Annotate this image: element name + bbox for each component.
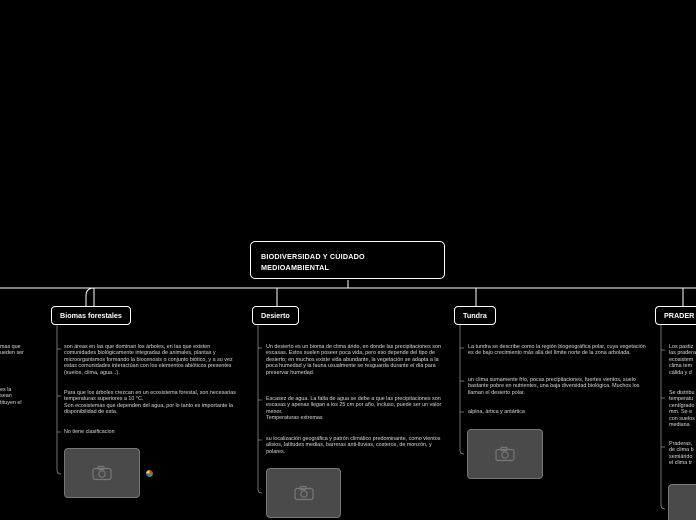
camera-icon [92,466,112,481]
pradera-text-3: Praderas, de clima b semiárido el clima tr [669,441,694,467]
desierto-text-1: Un desierto es un bioma de clima árido, en donde las precipitaciones son escasas. Estos suelen poseer poca vida, pero eso depende del tipo de desierto; en muchos existe vida abundante, la vegetación se adapta a la poca humedad y la fauna usualmente se resguarda durante el día para preservar humedad. [266,344,441,376]
pradera-image-placeholder[interactable] [668,484,696,520]
node-label: Tundra [463,311,487,320]
node-label: Desierto [261,311,290,320]
tundra-text-3: alpina, ártica y antártica [468,409,525,415]
root-title-line2: MEDIOAMBIENTAL [261,263,330,272]
root-topic[interactable] [250,241,445,279]
node-label: PRADER [664,311,695,320]
left-partial-text-1: mas que ueden ser [0,344,24,357]
node-label: Biomas forestales [60,311,122,320]
desierto-text-3: su localización geográfica y patrón climático predominante, como vientos alisios, latitudes medias, barreras anti-lluvias, costeros, de monzón, y polares. [266,436,441,455]
tundra-text-2: un clima sumamente frío, pocas precipitaciones, fuertes vientos, suelo bastante pobre en nutrientes, una baja diversidad biológica. Muchos los llaman el desierto polar. [468,377,640,396]
forestales-text-2: Para que los árboles crezcan en un ecosistema forestal, son necesarias temperaturas superiores a 10 °C. Son ecosistemas que dependen del agua, por lo tanto es importante la disponibilidad de esta. [64,390,236,416]
node-desierto[interactable] [252,306,299,325]
left-partial-text-2: es la sean tituyen el [0,387,22,406]
pradera-text-2: Se distribu temperatu centígrado mm. Se e con suelos mediana [669,390,695,429]
tundra-text-1: La tundra se describe como la región biogeográfica polar, cuya vegetación es de bajo crecimiento más allá del límite norte de la zona arbolada. [468,344,646,357]
root-title-line1: BIODIVERSIDAD Y CUIDADO [261,252,365,261]
desierto-text-2: Escasez de agua. La falta de agua se debe a que las precipitaciones son escasas y apenas llegan a los 25 cm por año, incluso, puede ser un valor menor. Temperaturas extremas [266,396,442,422]
node-tundra[interactable] [454,306,496,325]
pradera-text-1: Los pastiz las pradera ecosistem clima tem cálida y d [669,344,696,376]
forestales-text-3: No tiene clasificacion [64,429,115,435]
camera-icon [294,486,314,501]
node-pradera[interactable] [655,306,696,325]
camera-icon [495,447,515,462]
forestales-text-1: son áreas en las que dominan los árboles, en las que existen comunidades biológicamente integradas de animales, plantas y microorganismos formando la biocenosis o conjunto biótico, y a su vez estas comunidades interactúan con los elementos abióticos presentes (suelos, clima, agua...). [64,344,233,376]
forestales-image-placeholder[interactable] [64,448,140,498]
tundra-image-placeholder[interactable] [467,429,543,479]
color-wheel-icon[interactable] [146,470,153,477]
node-biomas-forestales[interactable] [51,306,131,325]
desierto-image-placeholder[interactable] [266,468,341,518]
